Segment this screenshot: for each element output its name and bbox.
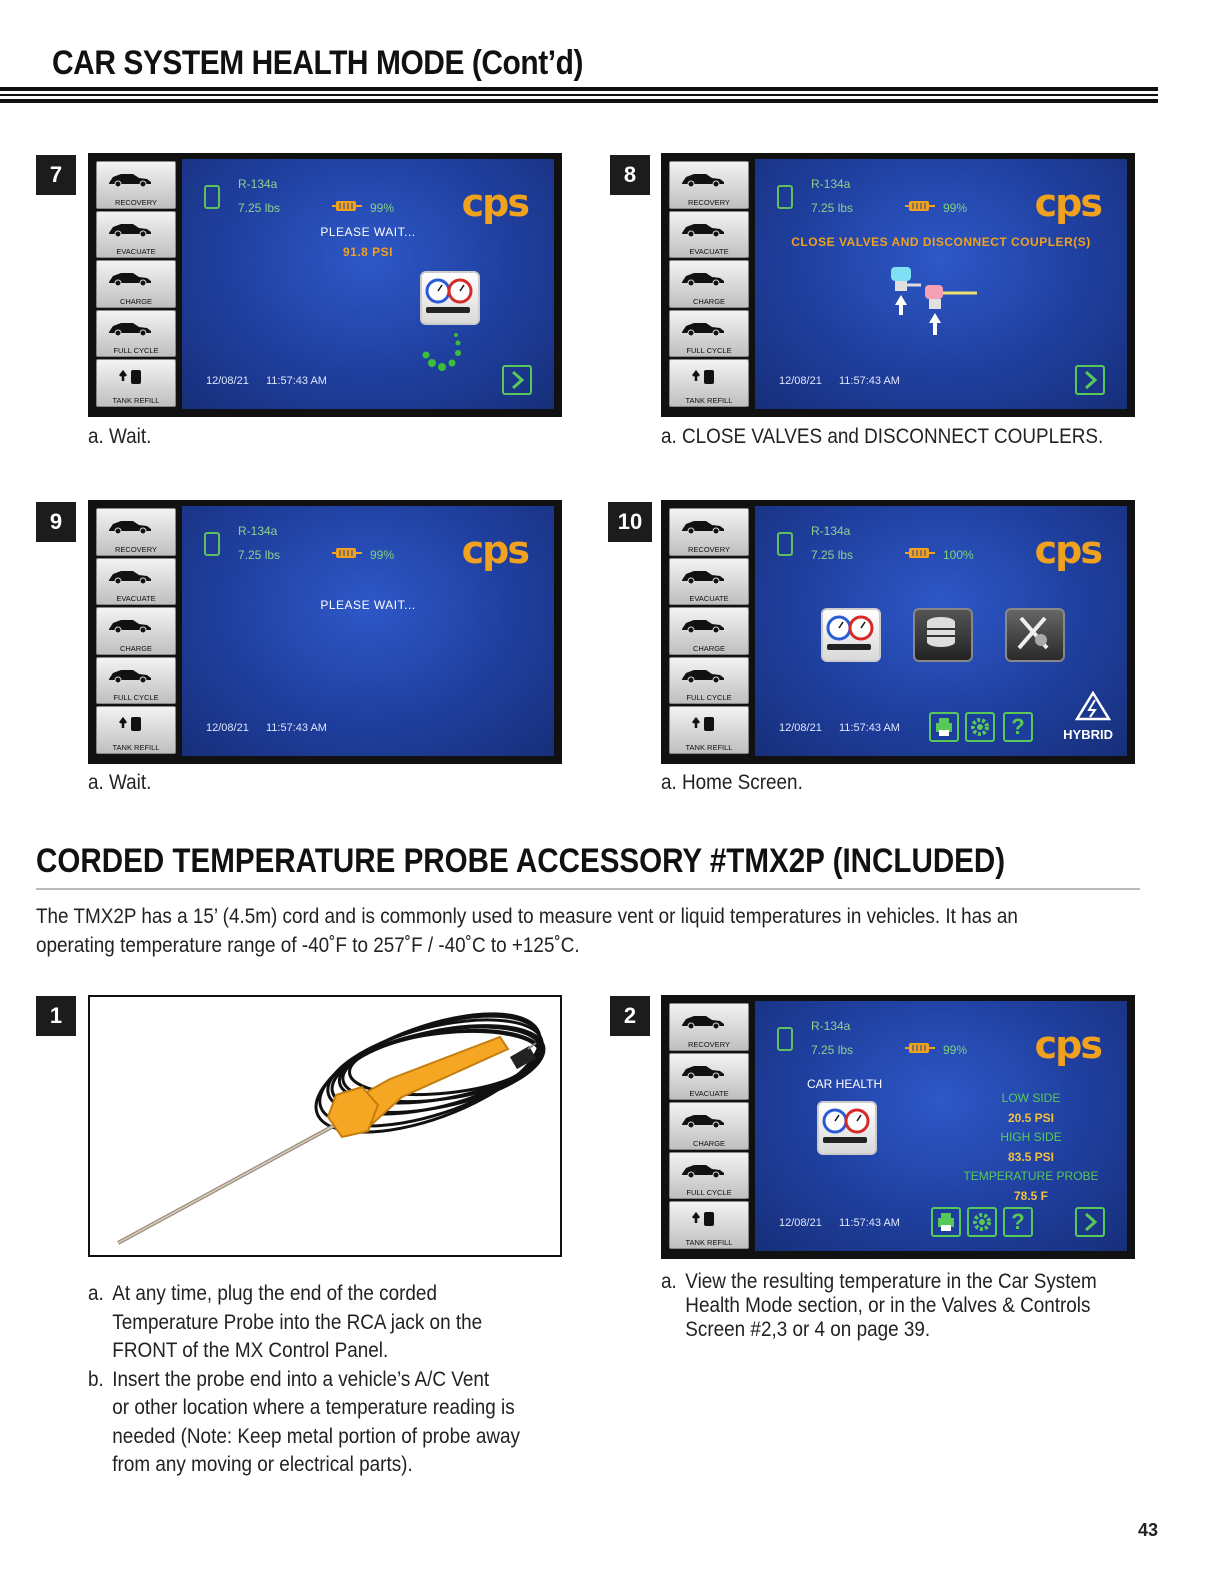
sidebar-button-charge[interactable] bbox=[96, 260, 176, 308]
header-rule bbox=[0, 87, 1158, 91]
refrigerant-type: R-134a bbox=[811, 524, 851, 538]
sidebar-button-evacuate[interactable] bbox=[669, 558, 749, 606]
mode-title: CAR HEALTH bbox=[807, 1077, 883, 1091]
printer-icon bbox=[933, 1209, 959, 1235]
car-health-button[interactable] bbox=[821, 608, 881, 662]
status-message: CLOSE VALVES AND DISCONNECT COUPLER(S) bbox=[791, 235, 1091, 249]
mode-sidebar bbox=[669, 161, 749, 407]
coupler-icon bbox=[885, 263, 985, 344]
pressure-reading: 91.8 PSI bbox=[342, 245, 394, 259]
cps-logo: cps bbox=[461, 181, 528, 225]
battery-percent: 100% bbox=[943, 548, 974, 562]
sidebar-button-tank-refill[interactable] bbox=[669, 359, 749, 407]
step-number: 1 bbox=[36, 996, 76, 1036]
sidebar-button-evacuate[interactable] bbox=[669, 211, 749, 259]
header-rule bbox=[0, 99, 1158, 103]
sidebar-label: TANK REFILL bbox=[685, 395, 733, 405]
sidebar-button-tank-refill[interactable] bbox=[96, 359, 176, 407]
low-side-label: LOW SIDE bbox=[1001, 1091, 1061, 1105]
page-number: 43 bbox=[1137, 1520, 1158, 1540]
sidebar-button-recovery[interactable] bbox=[96, 508, 176, 556]
battery-icon bbox=[332, 546, 362, 558]
list-line: or other location where a temperature reading is bbox=[112, 1396, 515, 1419]
instruction-list bbox=[88, 1280, 556, 1480]
intro-line: operating temperature range of -40˚F to 257˚F / -40˚C to +125˚C. bbox=[36, 934, 580, 957]
step-caption: a. Wait. bbox=[88, 771, 152, 794]
sidebar-button-full-cycle[interactable] bbox=[669, 657, 749, 705]
sidebar-label: FULL CYCLE bbox=[113, 693, 159, 703]
battery-percent: 99% bbox=[370, 548, 395, 562]
settings-gear-button[interactable] bbox=[967, 1207, 997, 1237]
cps-logo: cps bbox=[1034, 528, 1101, 572]
hybrid-warning-icon bbox=[1075, 691, 1111, 726]
battery-icon bbox=[905, 199, 935, 211]
sidebar-label: TANK REFILL bbox=[112, 742, 160, 752]
screen-date: 12/08/21 bbox=[779, 375, 822, 387]
sidebar-button-full-cycle[interactable] bbox=[96, 310, 176, 358]
device-screen-car-health bbox=[661, 995, 1135, 1259]
sidebar-label: FULL CYCLE bbox=[113, 346, 159, 356]
battery-percent: 99% bbox=[370, 201, 395, 215]
list-line: Screen #2,3 or 4 on page 39. bbox=[685, 1318, 931, 1341]
gear-icon bbox=[969, 1209, 995, 1235]
sidebar-button-recovery[interactable] bbox=[96, 161, 176, 209]
list-line: FRONT of the MX Control Panel. bbox=[112, 1339, 389, 1362]
intro-paragraph bbox=[36, 902, 1062, 960]
refrigerant-weight: 7.25 lbs bbox=[811, 201, 854, 215]
refrigerant-tank-icon bbox=[777, 1027, 793, 1051]
next-arrow-button[interactable] bbox=[1075, 365, 1105, 395]
question-mark-icon: ? bbox=[1011, 714, 1025, 739]
refrigerant-weight: 7.25 lbs bbox=[238, 548, 281, 562]
list-line: Health Mode section, or in the Valves & Controls bbox=[685, 1294, 1091, 1317]
gear-icon bbox=[967, 714, 993, 740]
mode-sidebar bbox=[96, 508, 176, 754]
step-number: 10 bbox=[608, 502, 652, 542]
settings-gear-button[interactable] bbox=[965, 712, 995, 742]
sidebar-label: RECOVERY bbox=[688, 1039, 730, 1049]
refrigerant-type: R-134a bbox=[811, 177, 851, 191]
database-button[interactable] bbox=[913, 608, 973, 662]
loading-spinner-icon bbox=[418, 331, 468, 382]
screen-main bbox=[755, 159, 1127, 409]
sidebar-label: RECOVERY bbox=[688, 544, 730, 554]
device-screen-step-10 bbox=[661, 500, 1135, 764]
screen-main bbox=[755, 506, 1127, 756]
printer-icon bbox=[931, 714, 957, 740]
step-number: 2 bbox=[610, 996, 650, 1036]
list-line: At any time, plug the end of the corded bbox=[112, 1282, 437, 1305]
cps-logo: cps bbox=[461, 528, 528, 572]
help-button[interactable] bbox=[1003, 1207, 1033, 1237]
device-screen-step-7 bbox=[88, 153, 562, 417]
next-arrow-button[interactable] bbox=[1075, 1207, 1105, 1237]
sidebar-label: CHARGE bbox=[119, 643, 153, 653]
high-side-value: 83.5 PSI bbox=[1007, 1150, 1055, 1164]
mode-sidebar bbox=[669, 1003, 749, 1249]
sidebar-button-recovery[interactable] bbox=[669, 1003, 749, 1051]
refrigerant-tank-icon bbox=[777, 532, 793, 556]
sidebar-label: FULL CYCLE bbox=[686, 693, 732, 703]
list-item bbox=[661, 1270, 1147, 1342]
sidebar-button-full-cycle[interactable] bbox=[96, 657, 176, 705]
sidebar-label: EVACUATE bbox=[116, 247, 156, 257]
sidebar-button-evacuate[interactable] bbox=[96, 211, 176, 259]
list-marker: a. bbox=[88, 1282, 104, 1305]
sidebar-label: CHARGE bbox=[692, 1138, 726, 1148]
sidebar-label: EVACUATE bbox=[689, 594, 729, 604]
low-side-value: 20.5 PSI bbox=[1007, 1111, 1055, 1125]
step-number: 8 bbox=[610, 155, 650, 195]
list-item bbox=[88, 1366, 556, 1480]
sidebar-button-charge[interactable] bbox=[669, 260, 749, 308]
tools-button[interactable] bbox=[1005, 608, 1065, 662]
list-line: needed (Note: Keep metal portion of probe away bbox=[112, 1424, 520, 1448]
sidebar-label: FULL CYCLE bbox=[686, 346, 732, 356]
sidebar-label: RECOVERY bbox=[688, 197, 730, 207]
sidebar-button-tank-refill[interactable] bbox=[669, 706, 749, 754]
temperature-probe-image bbox=[90, 997, 560, 1255]
sidebar-button-full-cycle[interactable] bbox=[669, 310, 749, 358]
step-caption: a. CLOSE VALVES and DISCONNECT COUPLERS. bbox=[661, 425, 1104, 448]
refrigerant-weight: 7.25 lbs bbox=[811, 1043, 854, 1057]
sidebar-label: CHARGE bbox=[692, 643, 726, 653]
sidebar-label: TANK REFILL bbox=[685, 1237, 733, 1247]
refrigerant-type: R-134a bbox=[238, 177, 278, 191]
cps-logo: cps bbox=[1034, 1023, 1101, 1067]
step-number: 7 bbox=[36, 155, 76, 195]
screen-date: 12/08/21 bbox=[779, 1217, 822, 1229]
probe-photo bbox=[88, 995, 562, 1257]
temperature-probe-value: 78.5 F bbox=[1013, 1189, 1049, 1203]
screen-date: 12/08/21 bbox=[206, 375, 249, 387]
sidebar-label: FULL CYCLE bbox=[686, 1188, 732, 1198]
sidebar-label: EVACUATE bbox=[689, 247, 729, 257]
device-screen-step-8 bbox=[661, 153, 1135, 417]
section-title: CORDED TEMPERATURE PROBE ACCESSORY #TMX2P (INCLUDED) bbox=[36, 842, 1006, 880]
sidebar-label: EVACUATE bbox=[116, 594, 156, 604]
list-line: Insert the probe end into a vehicle’s A/C Vent bbox=[112, 1367, 490, 1391]
intro-line: The TMX2P has a 15’ (4.5m) cord and is commonly used to measure vent or liquid temperatures in vehicles. It has an bbox=[36, 905, 1018, 928]
sidebar-button-recovery[interactable] bbox=[669, 508, 749, 556]
sidebar-button-charge[interactable] bbox=[669, 1102, 749, 1150]
hybrid-label: HYBRID bbox=[1063, 727, 1113, 742]
screen-main bbox=[182, 506, 554, 756]
refrigerant-tank-icon bbox=[204, 185, 220, 209]
screen-main bbox=[182, 159, 554, 409]
sidebar-button-tank-refill[interactable] bbox=[669, 1201, 749, 1249]
refrigerant-tank-icon bbox=[777, 185, 793, 209]
sidebar-button-charge[interactable] bbox=[669, 607, 749, 655]
sidebar-label: RECOVERY bbox=[115, 544, 157, 554]
step-caption: a. Wait. bbox=[88, 425, 152, 448]
list-marker: b. bbox=[88, 1367, 104, 1391]
help-button[interactable] bbox=[1003, 712, 1033, 742]
header-rule bbox=[0, 94, 1158, 96]
mode-sidebar bbox=[96, 161, 176, 407]
list-item bbox=[88, 1280, 556, 1366]
question-mark-icon: ? bbox=[1011, 1209, 1025, 1234]
sidebar-button-charge[interactable] bbox=[96, 607, 176, 655]
section-rule bbox=[36, 888, 1140, 890]
high-side-label: HIGH SIDE bbox=[1000, 1130, 1062, 1144]
status-message: PLEASE WAIT... bbox=[320, 225, 416, 239]
screen-main bbox=[755, 1001, 1127, 1251]
refrigerant-type: R-134a bbox=[238, 524, 278, 538]
sidebar-label: TANK REFILL bbox=[685, 742, 733, 752]
list-line: from any moving or electrical parts). bbox=[112, 1453, 413, 1476]
sidebar-button-full-cycle[interactable] bbox=[669, 1152, 749, 1200]
screen-time: 11:57:43 AM bbox=[839, 375, 900, 387]
battery-percent: 99% bbox=[943, 1043, 968, 1057]
cps-logo: cps bbox=[1034, 181, 1101, 225]
print-button[interactable] bbox=[931, 1207, 961, 1237]
screen-time: 11:57:43 AM bbox=[839, 1217, 900, 1229]
refrigerant-type: R-134a bbox=[811, 1019, 851, 1033]
print-button[interactable] bbox=[929, 712, 959, 742]
list-line: Temperature Probe into the RCA jack on the bbox=[112, 1310, 483, 1334]
battery-percent: 99% bbox=[943, 201, 968, 215]
sidebar-label: TANK REFILL bbox=[112, 395, 160, 405]
mode-sidebar bbox=[669, 508, 749, 754]
sidebar-label: EVACUATE bbox=[689, 1089, 729, 1099]
page-title: CAR SYSTEM HEALTH MODE (Cont’d) bbox=[52, 44, 583, 82]
battery-icon bbox=[905, 546, 935, 558]
sidebar-button-evacuate[interactable] bbox=[96, 558, 176, 606]
instruction-list bbox=[661, 1270, 1147, 1342]
step-caption: a. Home Screen. bbox=[661, 771, 803, 794]
status-message: PLEASE WAIT... bbox=[320, 598, 416, 612]
sidebar-label: CHARGE bbox=[119, 296, 153, 306]
screen-time: 11:57:43 AM bbox=[839, 722, 900, 734]
list-marker: a. bbox=[661, 1270, 677, 1293]
sidebar-label: CHARGE bbox=[692, 296, 726, 306]
car-health-gauge-icon[interactable] bbox=[817, 1101, 877, 1155]
device-screen-step-9 bbox=[88, 500, 562, 764]
sidebar-button-recovery[interactable] bbox=[669, 161, 749, 209]
list-line: View the resulting temperature in the Car System bbox=[685, 1270, 1097, 1293]
screen-date: 12/08/21 bbox=[779, 722, 822, 734]
battery-icon bbox=[905, 1041, 935, 1053]
sidebar-label: RECOVERY bbox=[115, 197, 157, 207]
screen-time: 11:57:43 AM bbox=[266, 375, 327, 387]
battery-icon bbox=[332, 199, 362, 211]
next-arrow-button[interactable] bbox=[502, 365, 532, 395]
manifold-gauge-icon[interactable] bbox=[420, 271, 480, 325]
screen-time: 11:57:43 AM bbox=[266, 722, 327, 734]
refrigerant-weight: 7.25 lbs bbox=[811, 548, 854, 562]
sidebar-button-evacuate[interactable] bbox=[669, 1053, 749, 1101]
refrigerant-weight: 7.25 lbs bbox=[238, 201, 281, 215]
screen-date: 12/08/21 bbox=[206, 722, 249, 734]
temperature-probe-label: TEMPERATURE PROBE bbox=[963, 1169, 1099, 1183]
refrigerant-tank-icon bbox=[204, 532, 220, 556]
step-number: 9 bbox=[36, 502, 76, 542]
sidebar-button-tank-refill[interactable] bbox=[96, 706, 176, 754]
